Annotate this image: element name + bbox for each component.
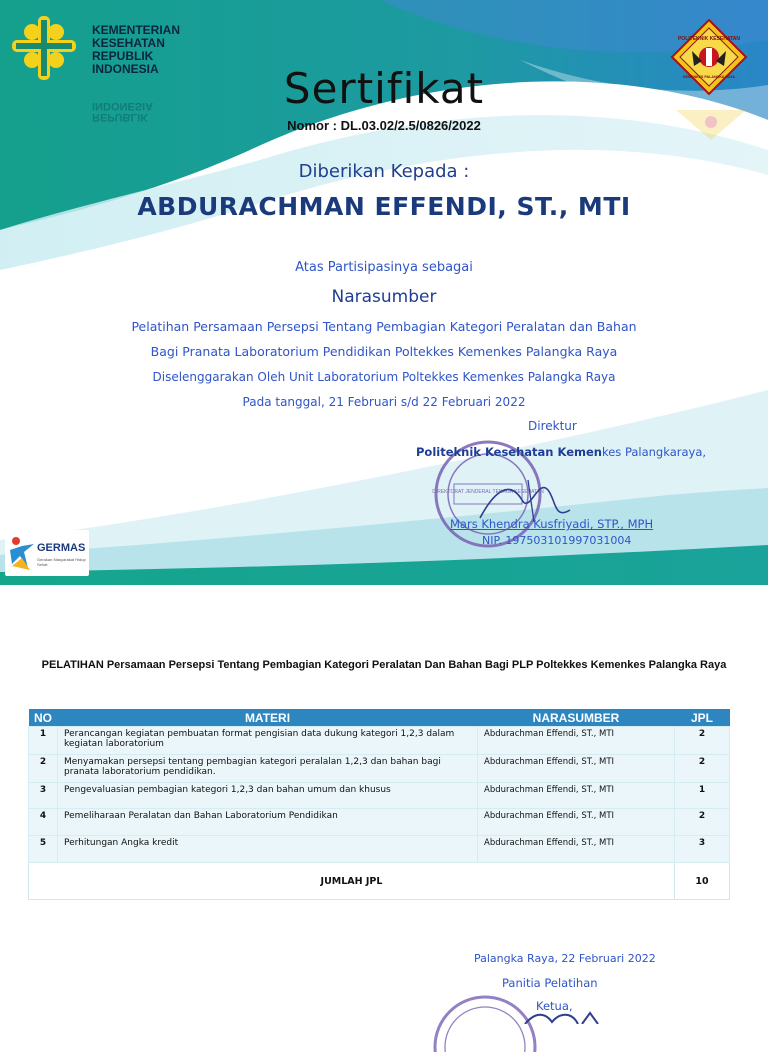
course-title-line-2: Bagi Pranata Laboratorium Pendidikan Poltekkes Kemenkes Palangka Raya bbox=[150, 344, 618, 359]
column-header-no: NO bbox=[29, 709, 58, 727]
row-materi: Menyamakan persepsi tentang pembagian kategori peralalan 1,2,3 dan bahan bagi pranata laboratorium pendidikan. bbox=[58, 755, 478, 783]
recipient-name: ABDURACHMAN EFFENDI, ST., MTI bbox=[137, 192, 631, 221]
row-jpl: 2 bbox=[675, 755, 730, 783]
chair-signature bbox=[520, 1010, 610, 1024]
row-jpl: 1 bbox=[675, 783, 730, 809]
given-to-label: Diberikan Kepada : bbox=[298, 161, 470, 182]
row-no: 4 bbox=[29, 809, 58, 836]
total-row bbox=[29, 863, 730, 900]
row-narasumber: Abdurachman Effendi, ST., MTI bbox=[478, 727, 675, 755]
column-header-jpl: JPL bbox=[675, 709, 730, 727]
row-narasumber: Abdurachman Effendi, ST., MTI bbox=[478, 809, 675, 836]
table-row bbox=[29, 727, 730, 755]
row-materi: Pemeliharaan Peralatan dan Bahan Laboratorium Pendidikan bbox=[58, 809, 478, 836]
committee-label: Panitia Pelatihan bbox=[502, 976, 598, 990]
germas-subtitle: Gerakan Masyarakat Hidup Sehat bbox=[37, 557, 86, 567]
course-title-line-1: Pelatihan Persamaan Persepsi Tentang Pembagian Kategori Peralatan dan Bahan bbox=[131, 319, 637, 334]
germas-logo bbox=[5, 530, 89, 576]
schedule-title: PELATIHAN Persamaan Persepsi Tentang Pembagian Kategori Peralatan Dan Bahan Bagi PLP Poltekkes Kemenkes Palangka Raya bbox=[41, 659, 727, 671]
institution-name bbox=[416, 445, 706, 459]
kemenkes-mirror-line: REPUBLIK bbox=[92, 111, 149, 123]
row-no: 1 bbox=[29, 727, 58, 755]
certificate-number: Nomor : DL.03.02/2.5/0826/2022 bbox=[287, 118, 481, 133]
table-row bbox=[29, 809, 730, 836]
row-jpl: 2 bbox=[675, 727, 730, 755]
total-label: JUMLAH JPL bbox=[29, 863, 675, 900]
row-materi: Perancangan kegiatan pembuatan format pengisian data dukung kategori 1,2,3 dalam kegiatan laboratorium bbox=[58, 727, 478, 755]
row-materi: Pengevaluasian pembagian kategori 1,2,3 dan bahan umum dan khusus bbox=[58, 783, 478, 809]
schedule-table bbox=[28, 709, 730, 900]
poltek-logo-text: POLITEKNIK KESEHATAN bbox=[677, 36, 741, 42]
role-label: Narasumber bbox=[331, 287, 437, 307]
column-header-narasumber: NARASUMBER bbox=[478, 709, 675, 727]
kemenkes-line: KEMENTERIAN bbox=[92, 23, 181, 37]
kemenkes-line: INDONESIA bbox=[92, 62, 159, 76]
institution-name-bold: Politeknik Kesehatan Kemen bbox=[416, 445, 602, 459]
stamp-text: DIREKTORAT JENDERAL TENAGA KESEHATAN bbox=[432, 489, 544, 495]
table-row bbox=[29, 836, 730, 863]
signer-nip: NIP. 197503101997031004 bbox=[482, 534, 632, 547]
institution-name-rest: kes Palangkaraya, bbox=[601, 445, 707, 459]
signer-name: Mars Khendra Kusfriyadi, STP., MPH bbox=[450, 517, 654, 531]
certificate-title: Sertifikat bbox=[283, 64, 485, 113]
organizer-line: Diselenggarakan Oleh Unit Laboratorium Poltekkes Kemenkes Palangka Raya bbox=[152, 370, 616, 384]
kemenkes-mirror-line: INDONESIA bbox=[92, 100, 154, 112]
row-no: 5 bbox=[29, 836, 58, 863]
place-date: Palangka Raya, 22 Februari 2022 bbox=[474, 952, 656, 965]
participation-label: Atas Partisipasinya sebagai bbox=[295, 260, 473, 275]
germas-label: GERMAS bbox=[37, 542, 86, 554]
director-title: Direktur bbox=[528, 419, 577, 433]
row-jpl: 2 bbox=[675, 809, 730, 836]
poltek-logo-subtext: KEMENKES PALANGKA RAYA bbox=[683, 75, 735, 79]
dates-line: Pada tanggal, 21 Februari s/d 22 Februari 2022 bbox=[242, 395, 526, 409]
table-header-row bbox=[29, 709, 730, 727]
total-value: 10 bbox=[675, 863, 730, 900]
table-row bbox=[29, 783, 730, 809]
column-header-materi: MATERI bbox=[58, 709, 478, 727]
table-row bbox=[29, 755, 730, 783]
row-jpl: 3 bbox=[675, 836, 730, 863]
row-narasumber: Abdurachman Effendi, ST., MTI bbox=[478, 836, 675, 863]
row-no: 2 bbox=[29, 755, 58, 783]
row-materi: Perhitungan Angka kredit bbox=[58, 836, 478, 863]
chair-label: Ketua, bbox=[536, 999, 573, 1013]
row-narasumber: Abdurachman Effendi, ST., MTI bbox=[478, 783, 675, 809]
kemenkes-line: REPUBLIK bbox=[92, 49, 154, 63]
germas-figure-icon bbox=[8, 534, 36, 572]
row-narasumber: Abdurachman Effendi, ST., MTI bbox=[478, 755, 675, 783]
row-no: 3 bbox=[29, 783, 58, 809]
kemenkes-line: KESEHATAN bbox=[92, 36, 165, 50]
